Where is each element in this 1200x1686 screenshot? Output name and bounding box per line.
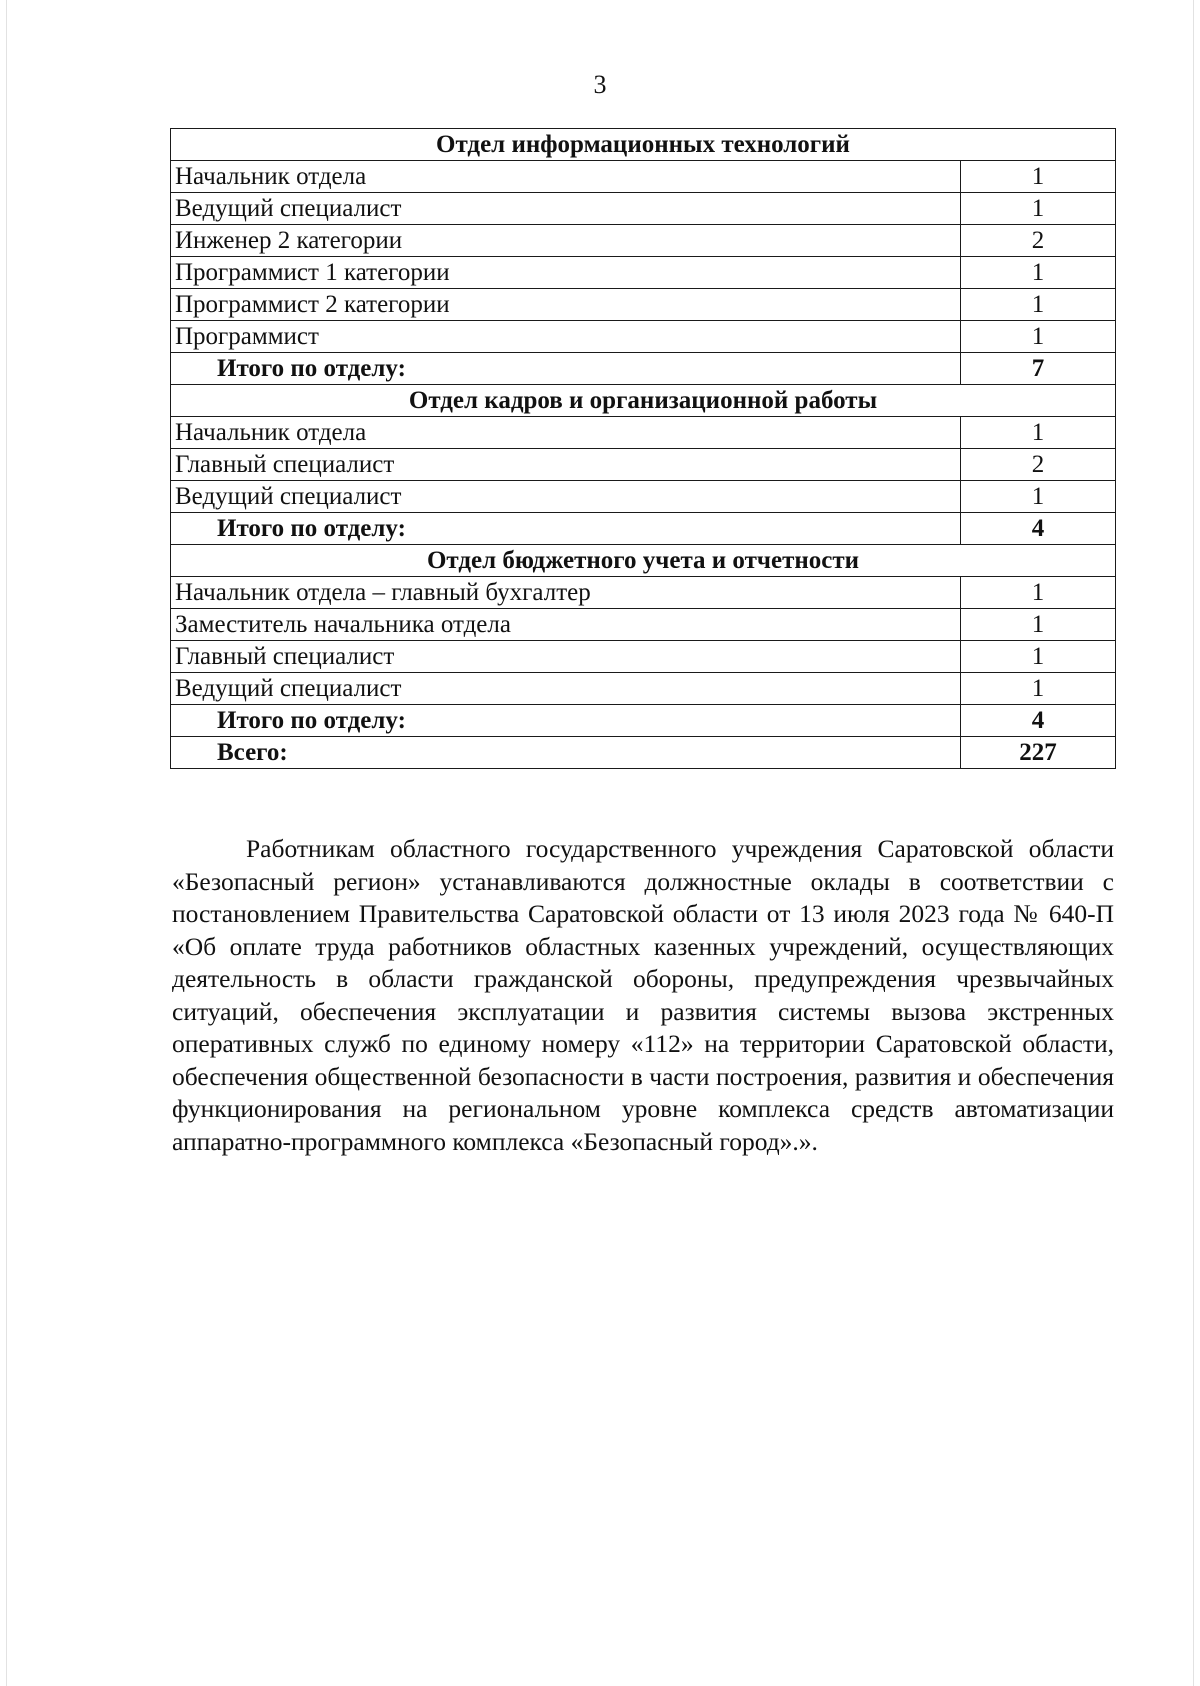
count-cell: 1 — [961, 673, 1116, 705]
section-total-row — [171, 353, 1116, 385]
count-cell: 1 — [961, 161, 1116, 193]
position-cell: Ведущий специалист — [171, 673, 961, 705]
grand-total-row — [171, 737, 1116, 769]
count-cell: 1 — [961, 257, 1116, 289]
count-cell: 1 — [961, 609, 1116, 641]
table-row — [171, 321, 1116, 353]
count-cell: 1 — [961, 577, 1116, 609]
section-total-value: 4 — [961, 705, 1116, 737]
table-row — [171, 417, 1116, 449]
section-header-row — [171, 129, 1116, 161]
count-cell: 1 — [961, 193, 1116, 225]
section-header-row — [171, 545, 1116, 577]
count-cell: 1 — [961, 289, 1116, 321]
section-header-row — [171, 385, 1116, 417]
page-number: 3 — [593, 70, 607, 99]
table-row — [171, 193, 1116, 225]
table-row — [171, 449, 1116, 481]
staffing-table — [170, 128, 1116, 769]
section-total-label: Итого по отделу: — [171, 705, 961, 737]
position-cell: Ведущий специалист — [171, 193, 961, 225]
scan-edge-right — [1193, 0, 1194, 1686]
section-total-value: 7 — [961, 353, 1116, 385]
section-total-value: 4 — [961, 513, 1116, 545]
table-row — [171, 225, 1116, 257]
position-cell: Ведущий специалист — [171, 481, 961, 513]
count-cell: 1 — [961, 321, 1116, 353]
position-cell: Начальник отдела — [171, 161, 961, 193]
position-cell: Программист 1 категории — [171, 257, 961, 289]
position-cell: Начальник отдела — [171, 417, 961, 449]
count-cell: 1 — [961, 417, 1116, 449]
count-cell: 1 — [961, 481, 1116, 513]
scan-edge-left — [6, 0, 7, 1686]
section-total-row — [171, 513, 1116, 545]
table-row — [171, 161, 1116, 193]
section-total-label: Итого по отделу: — [171, 353, 961, 385]
table-row — [171, 641, 1116, 673]
table-row — [171, 289, 1116, 321]
count-cell: 2 — [961, 225, 1116, 257]
table-row — [171, 673, 1116, 705]
table-row — [171, 577, 1116, 609]
grand-total-label: Всего: — [171, 737, 961, 769]
section-title: Отдел кадров и организационной работы — [171, 385, 1116, 417]
position-cell: Начальник отдела – главный бухгалтер — [171, 577, 961, 609]
count-cell: 2 — [961, 449, 1116, 481]
section-total-row — [171, 705, 1116, 737]
position-cell: Инженер 2 категории — [171, 225, 961, 257]
grand-total-value: 227 — [961, 737, 1116, 769]
section-total-label: Итого по отделу: — [171, 513, 961, 545]
position-cell: Главный специалист — [171, 449, 961, 481]
section-title: Отдел информационных технологий — [171, 129, 1116, 161]
position-cell: Программист 2 категории — [171, 289, 961, 321]
position-cell: Заместитель начальника отдела — [171, 609, 961, 641]
table-row — [171, 481, 1116, 513]
table-row — [171, 609, 1116, 641]
count-cell: 1 — [961, 641, 1116, 673]
position-cell: Главный специалист — [171, 641, 961, 673]
body-paragraph: Работникам областного государственного учреждения Саратовской области «Безопасный регион» устанавливаются должностные оклады в соответствии с постановлением Правительства Саратовской области от 13 июля 2023 года № 640-П «Об оплате труда работников областных казенных учреждений, осуществляющих деятельность в области гражданской обороны, предупреждения чрезвычайных ситуаций, обеспечения эксплуатации и развития системы вызова экстренных оперативных служб по единому номеру «112» на территории Саратовской области, обеспечения общественной безопасности в части построения, развития и обеспечения функционирования на региональном уровне комплекса средств автоматизации аппаратно-программного комплекса «Безопасный город».». — [172, 834, 1114, 1156]
position-cell: Программист — [171, 321, 961, 353]
section-title: Отдел бюджетного учета и отчетности — [171, 545, 1116, 577]
table-row — [171, 257, 1116, 289]
